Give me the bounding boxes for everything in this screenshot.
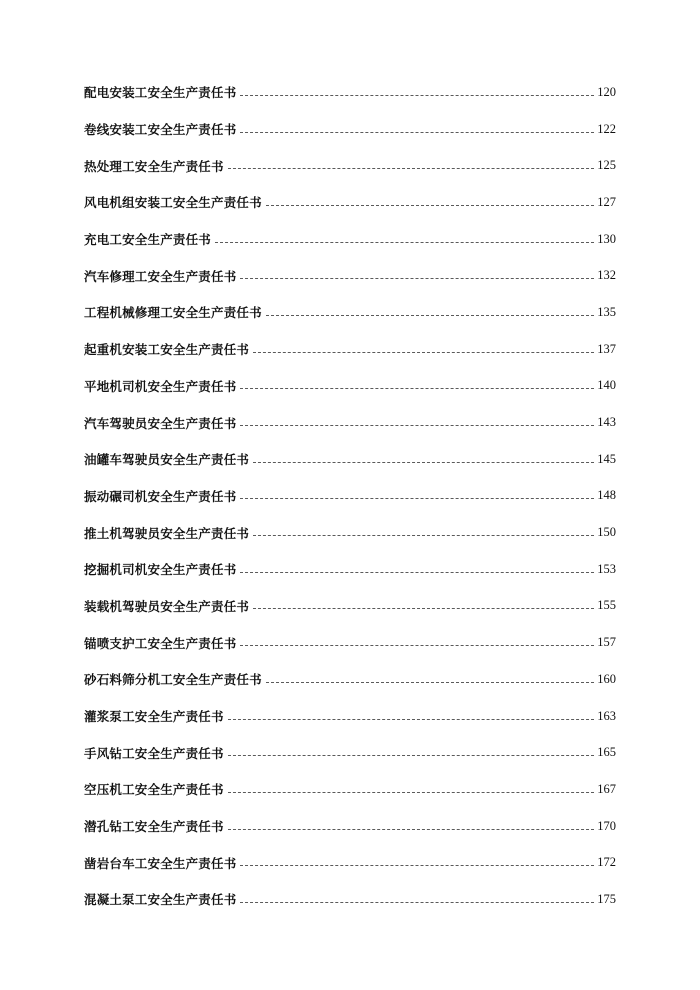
toc-dot-leader <box>240 425 594 426</box>
toc-entry-title: 潜孔钻工安全生产责任书 <box>84 819 224 835</box>
toc-dot-leader <box>240 95 594 96</box>
toc-dot-leader <box>253 352 594 353</box>
toc-entry-title: 平地机司机安全生产责任书 <box>84 378 237 394</box>
toc-dot-leader <box>253 608 594 609</box>
toc-entry[interactable] <box>84 330 616 367</box>
toc-dot-leader <box>253 535 594 536</box>
toc-entry-title: 混凝土泵工安全生产责任书 <box>84 892 237 908</box>
toc-entry-page-number: 165 <box>597 745 616 760</box>
toc-entry[interactable] <box>84 843 616 880</box>
toc-entry-page-number: 167 <box>597 781 616 796</box>
toc-dot-leader <box>228 719 595 720</box>
toc-dot-leader <box>228 829 595 830</box>
toc-entry[interactable] <box>84 660 616 697</box>
toc-entry-page-number: 175 <box>597 891 616 906</box>
toc-entry[interactable] <box>84 550 616 587</box>
toc-entry[interactable] <box>84 367 616 404</box>
toc-entry-page-number: 140 <box>597 378 616 393</box>
toc-entry-page-number: 160 <box>597 671 616 686</box>
toc-entry-title: 推土机驾驶员安全生产责任书 <box>84 525 250 541</box>
toc-entry[interactable] <box>84 477 616 514</box>
toc-entry[interactable] <box>84 440 616 477</box>
toc-entry-page-number: 143 <box>597 415 616 430</box>
toc-entry-title: 锚喷支护工安全生产责任书 <box>84 635 237 651</box>
toc-entry-page-number: 157 <box>597 635 616 650</box>
toc-entry[interactable] <box>84 256 616 293</box>
table-of-contents <box>84 73 616 917</box>
toc-entry-page-number: 122 <box>597 121 616 136</box>
toc-entry-page-number: 137 <box>597 341 616 356</box>
toc-entry-page-number: 130 <box>597 231 616 246</box>
toc-entry-title: 凿岩台车工安全生产责任书 <box>84 855 237 871</box>
toc-dot-leader <box>266 315 594 316</box>
toc-dot-leader <box>240 388 594 389</box>
toc-entry-title: 挖掘机司机安全生产责任书 <box>84 562 237 578</box>
toc-entry[interactable] <box>84 293 616 330</box>
toc-entry[interactable] <box>84 623 616 660</box>
toc-entry-title: 油罐车驾驶员安全生产责任书 <box>84 452 250 468</box>
toc-entry-title: 汽车修理工安全生产责任书 <box>84 268 237 284</box>
toc-entry[interactable] <box>84 770 616 807</box>
toc-dot-leader <box>240 278 594 279</box>
toc-entry[interactable] <box>84 403 616 440</box>
toc-entry[interactable] <box>84 110 616 147</box>
toc-entry-page-number: 145 <box>597 451 616 466</box>
toc-entry-page-number: 135 <box>597 304 616 319</box>
toc-dot-leader <box>240 645 594 646</box>
toc-entry[interactable] <box>84 220 616 257</box>
toc-entry-page-number: 150 <box>597 525 616 540</box>
toc-dot-leader <box>266 682 594 683</box>
toc-dot-leader <box>240 572 594 573</box>
toc-dot-leader <box>228 792 595 793</box>
toc-entry[interactable] <box>84 183 616 220</box>
toc-entry-title: 充电工安全生产责任书 <box>84 232 212 248</box>
toc-entry[interactable] <box>84 146 616 183</box>
toc-entry-title: 振动碾司机安全生产责任书 <box>84 488 237 504</box>
toc-entry-title: 灌浆泵工安全生产责任书 <box>84 709 224 725</box>
toc-entry-page-number: 172 <box>597 855 616 870</box>
toc-entry-title: 起重机安装工安全生产责任书 <box>84 342 250 358</box>
toc-entry-title: 风电机组安装工安全生产责任书 <box>84 195 262 211</box>
toc-entry-page-number: 163 <box>597 708 616 723</box>
toc-entry-title: 砂石料筛分机工安全生产责任书 <box>84 672 262 688</box>
toc-entry-page-number: 153 <box>597 561 616 576</box>
toc-entry-title: 配电安装工安全生产责任书 <box>84 85 237 101</box>
toc-dot-leader <box>240 865 594 866</box>
toc-dot-leader <box>228 168 595 169</box>
toc-entry-page-number: 125 <box>597 158 616 173</box>
toc-entry-page-number: 127 <box>597 194 616 209</box>
toc-entry[interactable] <box>84 513 616 550</box>
toc-dot-leader <box>266 205 594 206</box>
toc-entry[interactable] <box>84 733 616 770</box>
toc-entry-title: 卷线安装工安全生产责任书 <box>84 122 237 138</box>
toc-dot-leader <box>228 755 595 756</box>
toc-dot-leader <box>240 132 594 133</box>
toc-entry-page-number: 170 <box>597 818 616 833</box>
toc-dot-leader <box>253 462 594 463</box>
toc-entry-title: 汽车驾驶员安全生产责任书 <box>84 415 237 431</box>
toc-entry-page-number: 120 <box>597 84 616 99</box>
toc-dot-leader <box>215 242 594 243</box>
toc-entry-page-number: 148 <box>597 488 616 503</box>
toc-entry-title: 工程机械修理工安全生产责任书 <box>84 305 262 321</box>
toc-entry-title: 空压机工安全生产责任书 <box>84 782 224 798</box>
toc-dot-leader <box>240 902 594 903</box>
toc-entry[interactable] <box>84 880 616 917</box>
toc-dot-leader <box>240 498 594 499</box>
toc-entry-title: 热处理工安全生产责任书 <box>84 158 224 174</box>
toc-entry-title: 手风钻工安全生产责任书 <box>84 745 224 761</box>
toc-entry-page-number: 155 <box>597 598 616 613</box>
toc-entry[interactable] <box>84 587 616 624</box>
toc-entry[interactable] <box>84 73 616 110</box>
toc-entry[interactable] <box>84 807 616 844</box>
toc-entry-page-number: 132 <box>597 268 616 283</box>
toc-entry-title: 装载机驾驶员安全生产责任书 <box>84 598 250 614</box>
toc-entry[interactable] <box>84 697 616 734</box>
